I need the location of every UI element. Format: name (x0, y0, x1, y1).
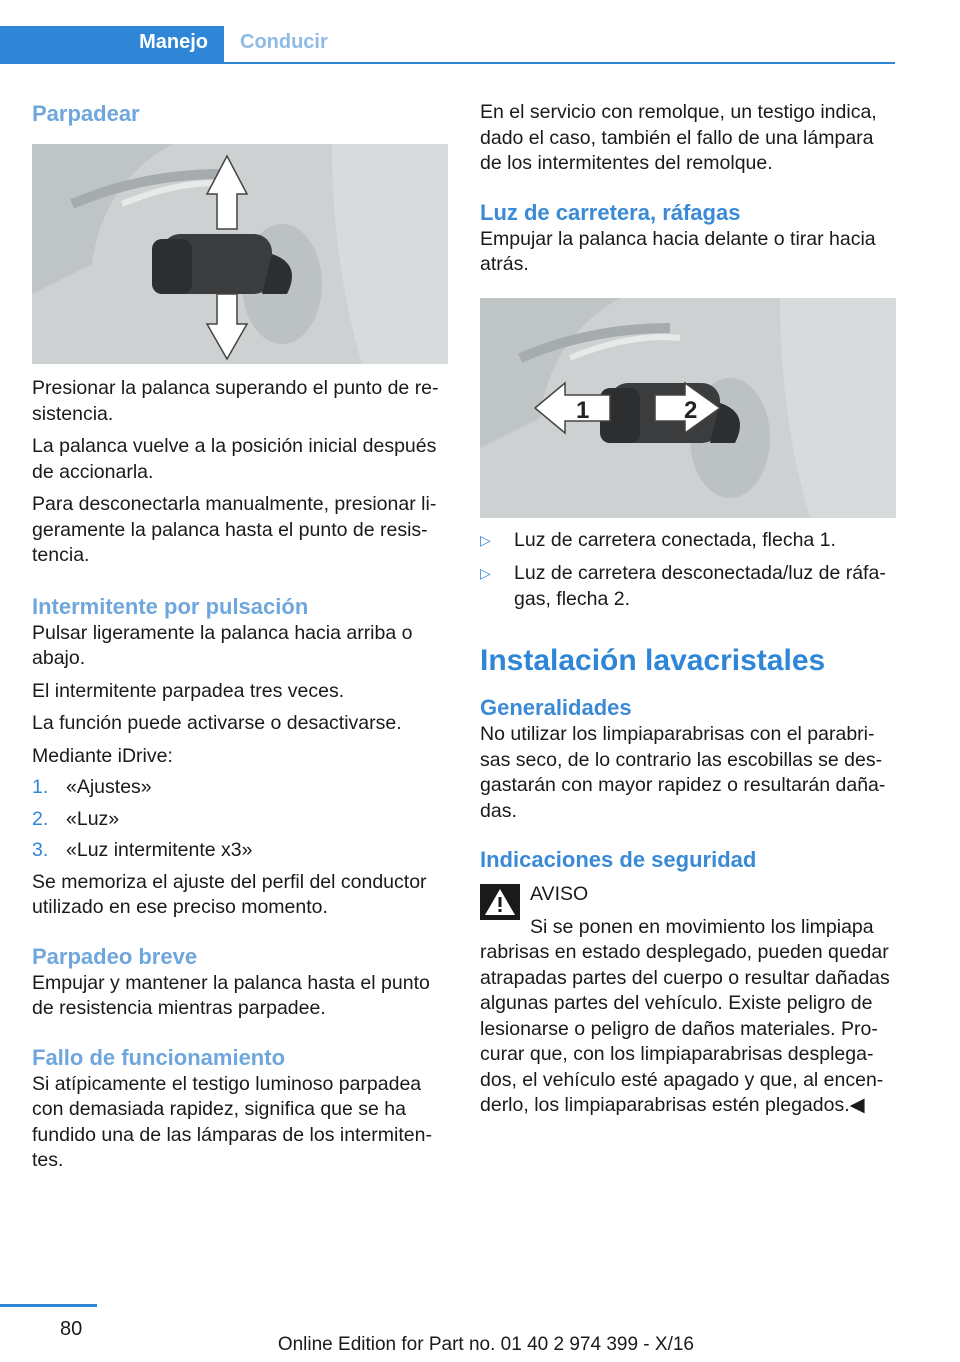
text-generalidades: No utilizar los limpiaparabrisas con el parabrisas seco, de lo contrario las escobillas se desgastarán con mayor rapidez o resultarán dañadas. (480, 723, 886, 822)
text-memoriza: Se memoriza el ajuste del perfil del conductor utilizado en ese preciso momento. (32, 870, 427, 918)
arrow-label-1: 1 (576, 396, 590, 424)
warning-triangle-icon (480, 884, 520, 920)
heading-fallo: Fallo de funcionamiento (32, 1044, 286, 1070)
list-item: 2. «Luz» (32, 807, 120, 830)
text-vuelve: La palanca vuelve a la posición inicial después de accionarla. (32, 435, 437, 483)
text-activarse: La función puede activarse o desactivarse. (32, 712, 402, 734)
warning-title: AVISO (530, 883, 589, 905)
heading-pulsacion: Intermitente por pulsación (32, 593, 309, 619)
right-column (480, 100, 896, 1119)
text-presionar: Presionar la palanca superando el punto de resistencia. (32, 377, 439, 425)
page-number: 80 (60, 1318, 83, 1340)
tab-manejo-label: Manejo (139, 31, 208, 53)
idrive-steps (32, 775, 448, 864)
footer-divider (0, 1304, 97, 1307)
tab-conducir[interactable]: Conducir (240, 31, 328, 53)
text-remolque: En el servicio con remolque, un testigo indica, dado el caso, también el fallo de una lámpara de los intermitentes del remolque. (480, 101, 877, 174)
heading-parpadeo-breve: Parpadeo breve (32, 943, 198, 969)
triangle-bullet-icon: ▷ (480, 565, 491, 581)
high-beam-list (480, 528, 896, 613)
text-tres-veces: El intermitente parpadea tres veces. (32, 679, 345, 702)
heading-generalidades: Generalidades (480, 695, 632, 720)
heading-seguridad: Indicaciones de seguridad (480, 847, 757, 872)
warning-text: rabrisas en estado desplegado, pueden quedar atrapadas partes del cuerpo o resultar dañadas algunas partes del vehículo. Existe peligro de lesionarse o peligro de daños materiales. Procurar que, con los limpiaparabrisas desplegados, el vehículo esté apagado y que, al encenderlo, los limpiaparabrisas estén plegados.◀ (480, 941, 890, 1116)
edition-note: Online Edition for Part no. 01 40 2 974 399 - X/16 (277, 1334, 694, 1355)
list-item: ▷ Luz de carretera desconectada/luz de ráfagas, flecha 2. (480, 562, 886, 610)
tab-manejo[interactable] (0, 26, 224, 62)
warning-block (480, 882, 896, 1119)
text-empujar-tirar: Empujar la palanca hacia delante o tirar hacia atrás. (480, 227, 876, 275)
chapter-header (0, 26, 895, 64)
figure-high-beam-lever (480, 298, 896, 518)
text-idrive: Mediante iDrive: (32, 744, 173, 767)
list-item: 1. «Ajustes» (32, 776, 152, 798)
list-item: 3. «Luz intermitente x3» (32, 839, 253, 861)
left-column (32, 100, 448, 1174)
figure-turn-signal-lever (32, 144, 448, 364)
text-pulsar: Pulsar ligeramente la palanca hacia arriba o abajo. (32, 621, 413, 669)
triangle-bullet-icon: ▷ (480, 531, 491, 548)
lever-forward-back-illustration (480, 298, 896, 518)
warning-text-first: Si se ponen en movimiento los limpiapa (530, 915, 874, 938)
lever-up-down-illustration (32, 144, 448, 364)
heading-carretera: Luz de carretera, ráfagas (480, 199, 741, 225)
list-item: ▷ Luz de carretera conectada, flecha 1. (480, 528, 896, 554)
heading-parpadear: Parpadear (32, 101, 140, 126)
text-fallo: Si atípicamente el testigo luminoso parpadea con demasiada rapidez, significa que se ha fundido una de las lámparas de los intermitentes. (32, 1072, 432, 1171)
text-empujar: Empujar y mantener la palanca hasta el punto de resistencia mientras parpadee. (32, 971, 430, 1019)
heading-lavacristales: Instalación lavacristales (480, 644, 826, 677)
text-desconectar: Para desconectarla manualmente, presionar ligeramente la palanca hasta el punto de resistencia. (32, 493, 437, 566)
arrow-label-2: 2 (684, 396, 698, 424)
